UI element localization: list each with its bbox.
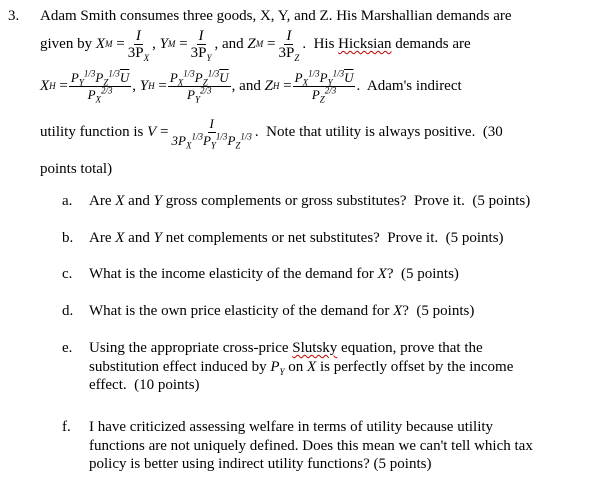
- item-f-line-1: I have criticized assessing welfare in terms of utility because utility: [89, 419, 494, 435]
- item-c-label: c.: [62, 266, 73, 282]
- item-a-label: a.: [62, 193, 73, 209]
- utility-text: utility function is: [40, 124, 144, 140]
- marshallian-x-numerator: I: [135, 27, 141, 44]
- hicksian-intro-pre: . His: [302, 36, 339, 52]
- marshallian-y-denominator: 3P: [190, 44, 207, 61]
- marshallian-y-fraction: [189, 28, 214, 61]
- marshallian-z-label: Z: [247, 36, 256, 52]
- marshallian-y-numerator: I: [198, 27, 204, 44]
- hicksian-demands-line: X H = $\frac{P_Y^{1/3}P_Z^{1/3}\overline{U}}{P_X^{2/3}}$ , Y H = $\frac{P_X^{1/3}P_Z^{1/3}\overline{U}}{P_Y^{2/3}}$ , and Z H = $\frac{P_X^{1/3}P_Y^{1/3}\overline{U}}{P_Z^{2/3}}$ . Adam's indirect: [40, 68, 462, 105]
- hicksian-z-denominator: $P_Z^{2/3}$: [311, 85, 337, 105]
- question-number: 3.: [8, 8, 20, 24]
- marshallian-x-fraction: [126, 28, 151, 61]
- hicksian-z-fraction: [293, 70, 356, 103]
- marshallian-demands-line: given by X M = $\frac{I}{3P_X}$ , Y M = $\frac{I}{3P_Y}$ , and Z M = $\frac{I}{3P_Z}$ . His Hicksian demands are: [40, 27, 471, 63]
- item-e-text: Using the appropriate cross-price Slutsky equation, prove that the substitution effect induced by $P_Y$ on X is perfectly offset by the income effect. (10 points): [89, 340, 514, 393]
- v-denominator: $3P_X^{1/3}P_Y^{1/3}P_Z^{1/3}$: [171, 131, 252, 151]
- positive-note: . Note that utility is always positive. (30: [254, 124, 503, 140]
- item-c-text: What is the income elasticity of the demand for X? (5 points): [89, 266, 459, 282]
- marshallian-and: , and: [214, 36, 244, 52]
- v-numerator: I: [209, 115, 214, 131]
- hicksian-and: , and: [231, 78, 261, 94]
- points-total: points total): [40, 161, 113, 177]
- hicksian-x-denominator: $P_X^{2/3}$: [87, 85, 113, 105]
- hicksian-z-numerator: $P_X^{1/3}P_Y^{1/3}\overline{U}$: [294, 68, 354, 88]
- marshallian-y-label: Y: [159, 36, 168, 52]
- hicksian-y-denominator: $P_Y^{2/3}$: [186, 85, 212, 105]
- hicksian-y-fraction: [168, 70, 231, 103]
- v-fraction: [169, 116, 253, 149]
- marshallian-z-numerator: I: [286, 27, 292, 44]
- item-d-text: What is the own price elasticity of the demand for X? (5 points): [89, 303, 475, 319]
- item-f: [62, 418, 582, 474]
- item-f-line-2: functions are not uniquely defined. Does this mean we can't tell which tax: [89, 437, 533, 454]
- marshallian-x-denominator: 3P: [127, 44, 144, 61]
- hicksian-x-fraction: [69, 70, 131, 103]
- item-e: [62, 339, 582, 395]
- marshallian-z-denominator: 3P: [278, 44, 295, 61]
- item-b-text: Are X and Y net complements or net substitutes? Prove it. (5 points): [89, 230, 504, 246]
- hicksian-intro-post: demands are: [391, 36, 471, 52]
- hicksian-x-label: X: [40, 78, 50, 94]
- item-e-label: e.: [62, 340, 73, 356]
- indirect-intro: . Adam's indirect: [356, 78, 462, 94]
- question-intro-line: Adam Smith consumes three goods, X, Y, and Z. His Marshallian demands are: [40, 8, 512, 24]
- marshallian-z-fraction: [276, 28, 301, 61]
- item-d-label: d.: [62, 303, 74, 319]
- item-d: [62, 302, 582, 321]
- hicksian-word: Hicksian: [338, 36, 392, 52]
- hicksian-y-label: Y: [139, 78, 149, 94]
- indirect-utility-line: utility function is V = $\frac{I}{3P_X^{1/3}P_Y^{1/3}P_Z^{1/3}}$ . Note that utility is always positive. (30: [40, 115, 503, 151]
- item-b-label: b.: [62, 230, 74, 246]
- item-a: [62, 192, 582, 211]
- item-c: [62, 265, 582, 284]
- marshallian-y-den-sub: Y: [206, 52, 212, 63]
- item-f-label: f.: [62, 419, 71, 435]
- item-a-text: Are X and Y gross complements or gross substitutes? Prove it. (5 points): [89, 193, 531, 209]
- hicksian-y-numerator: $P_X^{1/3}P_Z^{1/3}\overline{U}$: [169, 68, 229, 88]
- given-by-text: given by: [40, 36, 93, 52]
- marshallian-x-den-sub: X: [143, 52, 150, 63]
- v-label: V: [147, 124, 157, 140]
- marshallian-z-den-sub: Z: [294, 52, 300, 63]
- item-b: [62, 229, 582, 248]
- item-f-text: [89, 418, 582, 474]
- marshallian-x-label: X: [95, 36, 105, 52]
- item-f-line-3: policy is better using indirect utility functions? (5 points): [89, 456, 432, 472]
- hicksian-z-label: Z: [264, 78, 273, 94]
- hicksian-x-numerator: $P_Y^{1/3}P_Z^{1/3}\overline{U}$: [70, 68, 130, 88]
